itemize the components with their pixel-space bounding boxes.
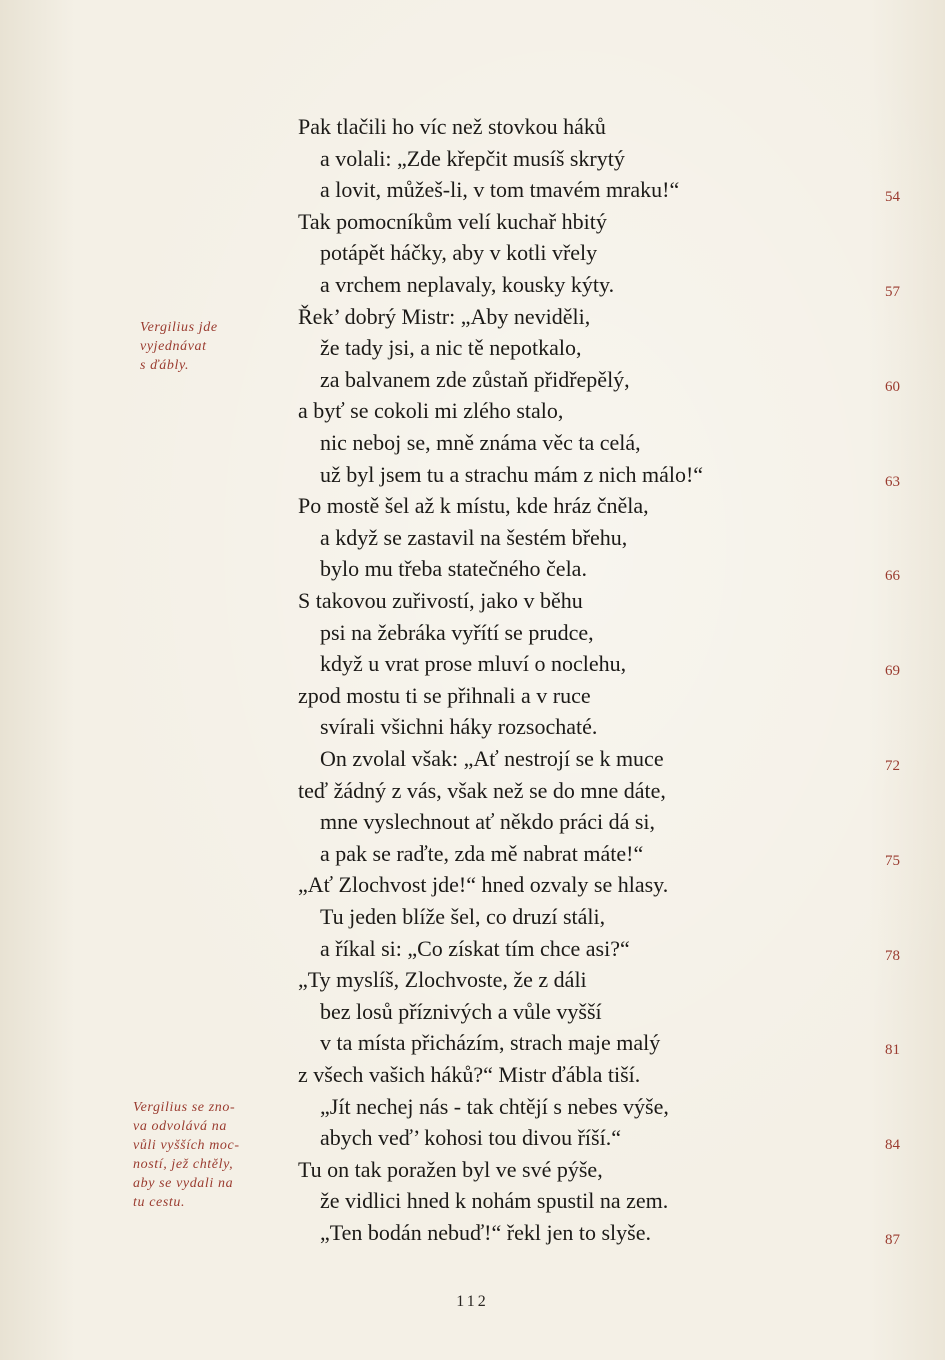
verse-line: On zvolal však: „Ať nestrojí se k muce [320,746,664,771]
margin-gloss-1 [140,318,218,375]
verse-line: a pak se raďte, zda mě nabrat máte!“ [320,840,644,866]
verse-line: a lovit, můžeš-li, v tom tmavém mraku!“ [320,177,680,203]
verse-line: za balvanem zde zůstaň přidřepělý, [320,366,630,392]
line-number: 60 [885,378,900,395]
gloss-line: vyjednávat [140,339,207,354]
verse-line: Tak pomocníkům velí kuchař hbitý [298,208,607,234]
gloss-line: vůli vyšších moc- [133,1138,240,1153]
verse-line: S takovou zuřivostí, jako v běhu [298,588,583,613]
verse-line: potápět háčky, aby v kotli vřely [320,240,598,266]
verse-line: Řek’ dobrý Mistr: „Aby neviděli, [298,303,591,329]
verse-line: bylo mu třeba statečného čela. [320,556,587,582]
margin-gloss-2 [133,1098,240,1212]
line-number: 54 [885,189,900,206]
line-number: 75 [885,852,900,869]
verse-line: „Jít nechej nás - tak chtějí s nebes výše, [320,1093,669,1119]
gloss-line: va odvolává na [133,1119,227,1134]
verse-line: z všech vašich háků?“ Mistr ďábla tiší. [298,1062,641,1087]
verse-line: bez losů příznivých a vůle vyšší [320,998,602,1024]
gloss-line: s ďábly. [140,358,190,373]
verse-line: Tu jeden blíže šel, co druzí stáli, [320,904,606,929]
gloss-line: Vergilius se zno- [133,1100,236,1115]
line-number: 69 [885,663,900,680]
line-number: 78 [885,947,900,964]
line-number: 63 [885,473,900,490]
verse-line: Pak tlačili ho víc než stovkou háků [298,114,606,139]
verse-line: že vidlici hned k nohám spustil na zem. [320,1188,669,1214]
verse-line: v ta místa přicházím, strach maje malý [320,1030,661,1056]
page-number: 112 [456,1293,489,1310]
verse-line: když u vrat prose mluví o noclehu, [320,651,627,677]
gloss-line: Vergilius jde [140,320,218,335]
line-number: 87 [885,1232,900,1248]
line-number: 72 [885,758,900,774]
verse-line: zpod mostu ti se přihnali a v ruce [298,682,591,708]
verse-line: mne vyslechnout ať někdo práci dá si, [320,809,656,835]
verse-line: Tu on tak poražen byl ve své pýše, [298,1156,603,1182]
verse-line: „Ten bodán nebuď!“ řekl jen to slyše. [320,1220,651,1245]
gloss-line: aby se vydali na [133,1176,234,1191]
verse-line: psi na žebráka vyřítí se prudce, [320,619,594,645]
line-number: 57 [885,284,900,300]
verse-line: „Ty myslíš, Zlochvoste, že z dáli [298,967,587,993]
line-number: 81 [885,1042,900,1059]
verse-line: a byť se cokoli mi zlého stalo, [298,398,564,424]
verse-line: a říkal si: „Co získat tím chce asi?“ [320,935,630,961]
line-number: 84 [885,1137,900,1154]
verse-line: Po mostě šel až k místu, kde hráz čněla, [298,493,649,519]
verse-line: nic neboj se, mně známa věc ta celá, [320,430,641,455]
gloss-line: ností, jež chtěly, [133,1157,234,1172]
verse-line: a když se zastavil na šestém břehu, [320,524,628,550]
verse-line: a volali: „Zde křepčit musíš skrytý [320,145,625,171]
verse-line: „Ať Zlochvost jde!“ hned ozvaly se hlasy. [298,872,669,898]
gloss-line: tu cestu. [133,1195,186,1210]
verse-line: abych veď’ kohosi tou divou říší.“ [320,1125,621,1151]
verse-line: už byl jsem tu a strachu mám z nich málo!“ [320,461,704,487]
verse-line: a vrchem neplavaly, kousky kýty. [320,272,615,297]
verse-line: že tady jsi, a nic tě nepotkalo, [320,335,582,361]
line-number: 66 [885,568,900,585]
verse-line: teď žádný z vás, však než se do mne dáte, [298,777,666,803]
verse-line: svírali všichni háky rozsochaté. [320,714,598,740]
